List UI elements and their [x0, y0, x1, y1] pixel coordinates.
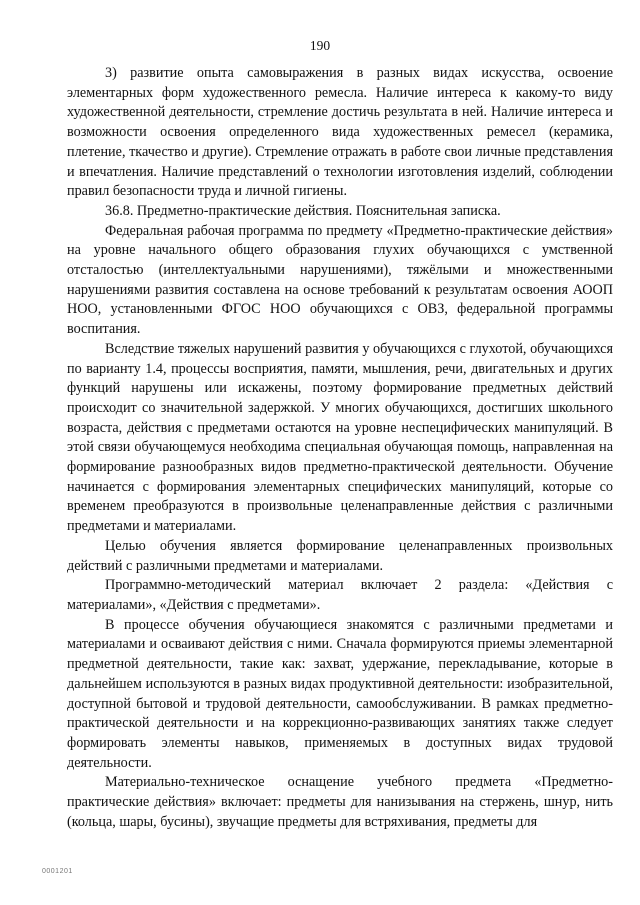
paragraph-learning-goal: Целью обучения является формирование целенаправленных произвольных действий с различными предметами и материалами. — [67, 537, 613, 574]
paragraph-learning-process: В процессе обучения обучающиеся знакомятся с различными предметами и материалами и осваивают действия с ними. Сначала формируются приемы элементарной предметной деятельности, такие как: захват, удержание, перекладывание, которые в дальнейшем используются в разных видах продуктивной деятельности: изобразительной, доступной бытовой и трудовой деятельности, самообслуживании. В рамках предметно-практической деятельности и на коррекционно-развивающих занятиях также следует формировать элементы навыков, применяемых в доступных видах трудовой деятельности. — [67, 616, 613, 771]
paragraph-developmental-disorders: Вследствие тяжелых нарушений развития у обучающихся с глухотой, обучающихся по варианту 1.4, процессы восприятия, памяти, мышления, речи, двигательных и других функций нарушены или искажены, поэтому формирование предметных действий происходит со значительной задержкой. У многих обучающихся, достигших школьного возраста, действия с предметами остаются на уровне неспецифических манипуляций. В этой связи обучающемуся необходима специальная обучающая помощь, направленная на формирование разнообразных видов предметно-практической деятельности. Обучение начинается с формирования элементарных специфических манипуляций, которые со временем преобразуются в произвольные целенаправленные действия с различными предметами и материалами. — [67, 340, 613, 535]
paragraph-development-experience: 3) развитие опыта самовыражения в разных видах искусства, освоение элементарных форм художественного ремесла. Наличие интереса к какому-то виду художественной деятельности, стремление достичь результата в ней. Наличие интереса и возможности освоения определенного вида художественных ремесел (керамика, плетение, ткачество и другие). Стремление отражать в работе свои личные представления и впечатления. Наличие представлений о технологии изготовления изделий, соблюдении правил безопасности труда и личной гигиены. — [67, 65, 613, 200]
paragraph-equipment: Материально-техническое оснащение учебного предмета «Предметно-практические действия» включает: предметы для нанизывания на стержень, шнур, нить (кольца, шары, бусины), звучащие предметы для встряхивания, предметы для — [67, 774, 613, 830]
body-text — [67, 64, 613, 832]
paragraph-program-description: Федеральная рабочая программа по предмету «Предметно-практические действия» на уровне начального общего образования глухих обучающихся с умственной отсталостью (интеллектуальными нарушениями), тяжёлыми и множественными нарушениями развития составлена на основе требований к результатам освоения АООП НОО, установленными ФГОС НОО обучающихся с ОВЗ, федеральной программы воспитания. — [67, 222, 613, 338]
paragraph-program-sections: Программно-методический материал включает 2 раздела: «Действия с материалами», «Действия с предметами». — [67, 577, 613, 613]
section-heading: 36.8. Предметно-практические действия. Пояснительная записка. — [105, 202, 501, 219]
page-number: 190 — [309, 38, 331, 53]
footer-stamp: 0001201 — [42, 868, 73, 875]
